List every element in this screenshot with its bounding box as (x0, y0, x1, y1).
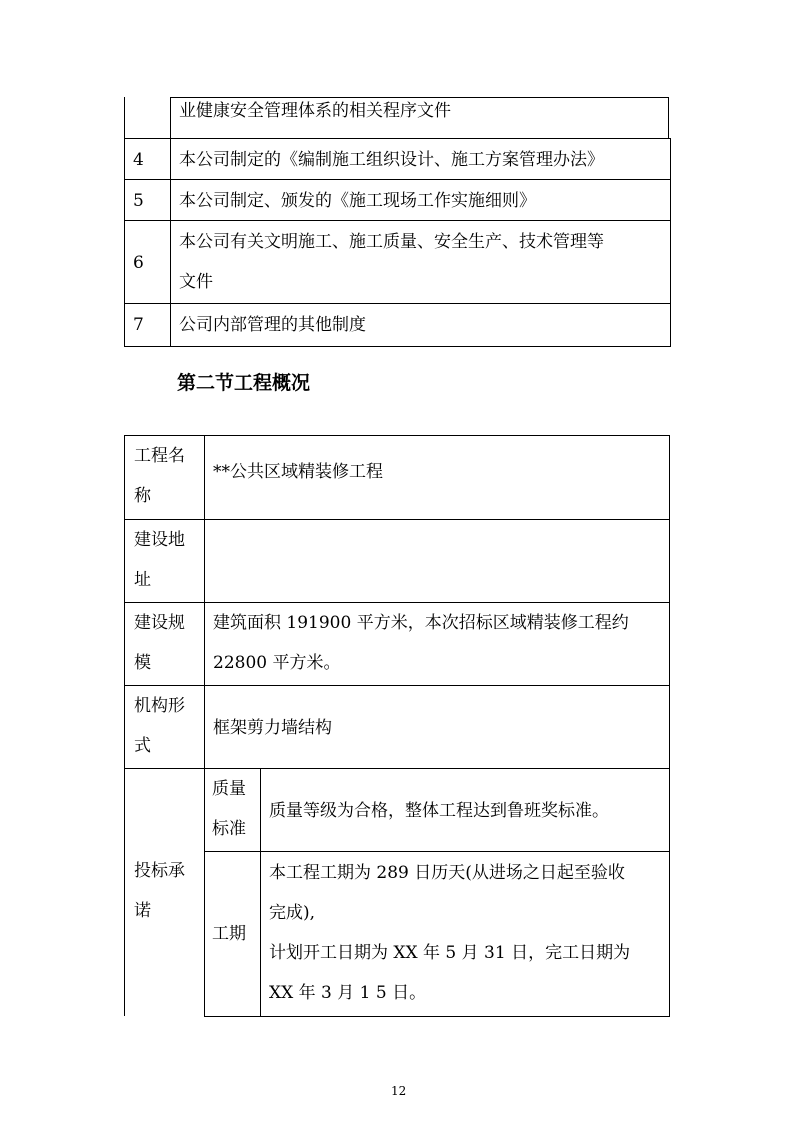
quality-label: 质量 标准 (204, 768, 261, 852)
structure-label: 机构形 式 (124, 685, 205, 769)
site-value (204, 519, 670, 603)
quality-value: 质量等级为合格，整体工程达到鲁班奖标准。 (260, 768, 670, 852)
structure-value: 框架剪力墙结构 (204, 685, 670, 769)
scale-value: 建筑面积 191900 平方米，本次招标区域精装修工程约 22800 平方米。 (204, 602, 670, 686)
table-row-text: 本公司制定的《编制施工组织设计、施工方案管理办法》 (170, 138, 671, 180)
site-label: 建设地 址 (124, 519, 205, 603)
table-row-text: 业健康安全管理体系的相关程序文件 (170, 97, 669, 139)
table-row-num: 5 (124, 179, 171, 221)
scale-label: 建设规 模 (124, 602, 205, 686)
table-row-num (124, 97, 171, 139)
period-value: 本工程工期为 289 日历天(从进场之日起至验收 完成), 计划开工日期为 XX 年 5 月 31 日，完工日期为 XX 年 3 月 1 5 日。 (260, 851, 670, 1017)
section-title: 第二节工程概况 (177, 372, 311, 394)
table-row-text: 公司内部管理的其他制度 (170, 303, 671, 347)
table-row-num: 6 (124, 220, 171, 304)
table-row-num: 7 (124, 303, 171, 347)
table-row-text: 本公司有关文明施工、施工质量、安全生产、技术管理等 文件 (170, 220, 671, 304)
table-row-num: 4 (124, 138, 171, 180)
commitment-label: 投标承 诺 (124, 768, 205, 1016)
table-row-text: 本公司制定、颁发的《施工现场工作实施细则》 (170, 179, 671, 221)
period-label: 工期 (204, 851, 261, 1017)
project-name-label: 工程名 称 (124, 435, 205, 520)
page-number: 12 (391, 1084, 407, 1098)
project-name-value: **公共区域精装修工程 (204, 435, 670, 520)
